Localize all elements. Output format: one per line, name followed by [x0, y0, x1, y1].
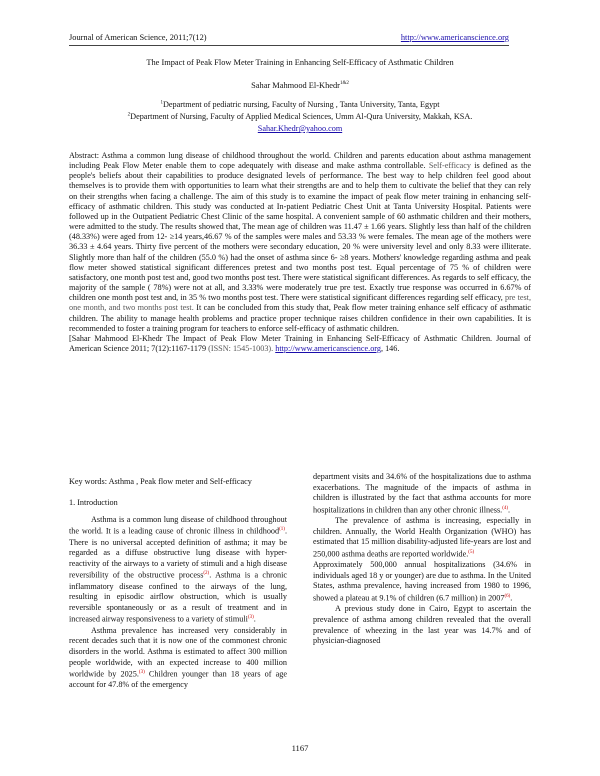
- intro-p2-text-a: Asthma prevalence has increased very considerably in recent decades such that it is now one of the commonest chronic disorders in the world. Asthma is estimated to affect 300 million people worldwide, with an expected increase to 400 million worldwide by 2025.: [69, 625, 287, 679]
- affiliation-1-text: Department of pediatric nursing, Faculty of Nursing , Tanta University, Tanta, Egypt: [162, 100, 440, 109]
- intro-p1-text-a: Asthma is a common lung disease of childhood throughout the world. It is a leading cause of chronic illness in childhood: [69, 514, 287, 536]
- page-number: 1167: [291, 743, 309, 753]
- intro-paragraph-1: [69, 515, 287, 626]
- author-email: [69, 124, 531, 133]
- abstract-issn: (ISSN: 1545-1003).: [208, 343, 274, 353]
- abstract-gray-1: Self-efficacy: [428, 161, 471, 171]
- reference-marker: (4): [502, 505, 509, 511]
- affiliation-2-marker: 2: [127, 112, 131, 118]
- abstract-text-3: It can be concluded from this study that, Peak flow meter training enhance self efficacy of asthmatic children. The ability to manage health problems and practice proper technique raises children confidence in their own capabilities. It is recommended to foster a training program for teachers to enforce self-efficacy of asthmatic children.: [69, 303, 531, 333]
- intro-p3-text-a: department visits and 34.6% of the hospitalizations due to asthma exacerbations. The magnitude of the impacts of asthma in children is illustrated by the fact that asthma accounts for more hospitalizations in children than any other chronic illness.: [313, 472, 531, 515]
- intro-p2-text-b: Children younger than 18 years of age account for 47.8% of the emergency: [69, 669, 287, 690]
- abstract-gray-2: pre test, one month, and two months post test.: [69, 293, 531, 313]
- keywords: Key words: Asthma , Peak flow meter and Self-efficacy: [69, 477, 252, 486]
- affiliation-2: [69, 112, 531, 121]
- intro-p3-text-b: .: [508, 505, 511, 515]
- author-line: [69, 81, 531, 90]
- intro-p6-text: A previous study done in Cairo, Egypt to ascertain the prevalence of asthma among children revealed that the overall prevalence of wheezing in the last year was 14.7% and of physician-diagnosed: [313, 604, 531, 646]
- abstract-label: Abstract:: [69, 151, 100, 160]
- intro-p1-text-c: . Asthma is a chronic inflammatory disease confined to the airways of the lung, resulting in episodic airflow obstruction, which is usually reversible spontaneously or as a result of treatment and in increased airway responsiveness to a variety of stimuli: [69, 571, 287, 625]
- intro-p4-text-a: The prevalence of asthma is increasing, especially in children. Annually, the World Health Organization (WHO) has estimated that 15 million disability-adjusted life-years are lost and 250,000 asthma deaths are reported worldwide.: [313, 516, 531, 559]
- affiliation-2-text: Department of Nursing, Faculty of Applied Medical Sciences, Umm Al-Qura University, Makkah, KSA.: [130, 112, 473, 121]
- affiliation-1-marker: 1: [160, 100, 163, 106]
- journal-citation: Journal of American Science, 2011;7(12): [69, 33, 207, 42]
- article-title: The Impact of Peak Flow Meter Training in Enhancing Self-Efficacy of Asthmatic Children: [146, 58, 454, 67]
- intro-p1-text-d: .: [253, 615, 256, 625]
- abstract-cite-end: , 146.: [380, 343, 400, 353]
- intro-paragraph-5: [313, 560, 531, 604]
- reference-marker: (3): [138, 670, 145, 676]
- right-column: [313, 472, 531, 647]
- intro-p1-text-b: . There is no universal accepted definition of asthma; it may be regarded as a diffuse obstructive lung disease with hyper-reactivity of the airways to a variety of stimuli and a high disease reversibility of the obstructive process: [69, 526, 287, 581]
- section-heading-introduction: 1. Introduction: [69, 498, 118, 507]
- abstract-text-1: Asthma a common lung disease of childhood throughout the world. Children and parents education about asthma management including Peak Flow Meter enable them to cope adequately with disease and make asthma controllable.: [69, 151, 531, 171]
- affiliation-1: [69, 100, 531, 109]
- author-name: Sahar Mahmood El-Khedr: [251, 81, 340, 90]
- intro-paragraph-2: [69, 626, 287, 691]
- abstract: [69, 151, 531, 354]
- running-header: [69, 33, 509, 42]
- reference-marker: (3): [247, 615, 254, 621]
- intro-p5-text-a: Approximately 500,000 annual hospitalizations (34.6% in individuals aged 18 y or younger) are due to asthma. In the United States, asthma prevalence, having increased from 1980 to 1996, showed a plateau at 9.1% of children (6.7 million) in 2007: [313, 560, 531, 603]
- abstract-text-2: is defined as the people's beliefs about their capabilities to produce designated levels of performance. The best way to help children feel good about themselves is to provide them with opportunities to learn what their strengths are and to help them to cultivate the belief that they can rely on their strengths when facing a challenge. The aim of this study is to examine the impact of peak flow meter training in enhancing self-efficacy of asthmatic children. This study was conducted at In-patient Pediatric Chest Unit at Tanta University Hospital. Patients were followed up in the Outpatient Pediatric Chest Clinic of the same hospital. A convenient sample of 60 asthmatic children and their mothers, were admitted to the study. The results showed that, The mean age of children was 11.47 ± 1.66 years. Slightly less than half of the children (48.33%) were aged from 12- ≥14 years,46.67 % of the samples were males and 53.33 % were females. The mean age of the mothers were 36.33 ± 4.64 years. Thirty five percent of the mothers were secondary education, 20 % were university level and only 8.33 were illiterate. Slightly more than half of the children (55.0 %) had the onset of asthma since 6- ≥8 years. Mothers' knowledge regarding asthma and peak flow meter showed statistical significant differences pretest and two months post test. Equal percentage of 75 % of children were satisfactory, one month post test and, good two months post test. There were statistical significant differences. As regards to self efficacy, the majority of the sample ( 78%) were not at all, and 3.33% were moderately true pre test. Exactly true response was occurred in 6.67% of children one month post test and, in 35 % two months post test. There were statistical significant differences regarding self efficacy,: [69, 161, 532, 303]
- intro-p5-text-b: .: [510, 593, 513, 603]
- reference-marker: (5): [468, 549, 475, 555]
- author-affiliation-marker: 1&2: [339, 81, 349, 87]
- reference-marker: (6): [504, 594, 511, 599]
- abstract-cite-url-link[interactable]: http://www.americanscience.org: [275, 343, 381, 353]
- intro-paragraph-4: [313, 516, 531, 560]
- intro-paragraph-6: [313, 604, 531, 646]
- abstract-citation: [Sahar Mahmood El-Khedr The Impact of Peak Flow Meter Training in Enhancing Self-Efficacy of Asthmatic Children. Journal of American Science 2011; 7(12):1167-1179: [69, 333, 531, 353]
- reference-marker: (1): [279, 527, 285, 533]
- email-link[interactable]: Sahar.Khedr@yahoo.com: [257, 124, 343, 133]
- left-column: [69, 498, 287, 691]
- header-divider: [69, 45, 509, 46]
- intro-paragraph-3: [313, 472, 531, 516]
- reference-marker: (2): [203, 571, 210, 577]
- journal-url-link[interactable]: http://www.americanscience.org: [400, 33, 509, 42]
